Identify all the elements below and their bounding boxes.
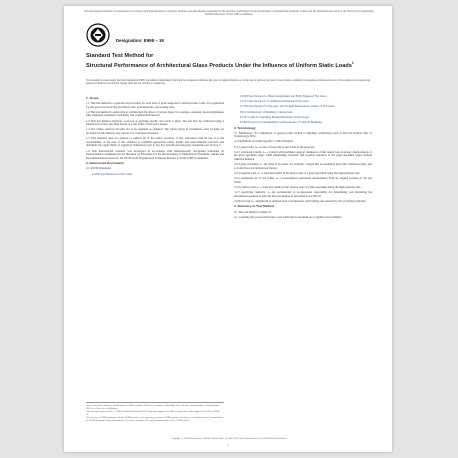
footnote-1: This test method is under the jurisdiction of ASTM Committee E06 on Performance of Buildings and is the direct responsibility of Subcommittee E06.51 on Glass Use in Buildings. <box>86 405 220 410</box>
referenced-document[interactable]: C1048 Specification for Heat-Strengthened and Fully Tempered Flat Glass <box>240 94 327 98</box>
standard-label: Standard Test Method for <box>86 53 154 59</box>
document-heading <box>86 53 376 70</box>
left-column <box>86 95 224 178</box>
referenced-document[interactable]: C1376 Specification for Pyrolytic and Vacuum Deposition Coatings on Flat Glass <box>240 104 335 109</box>
paragraph: 1.6 This international standard was developed in accordance with internationally recognized principles on standardization established in the Decision on Principles for the Development of International Standards, Guides and Recommendations issued by the World Trade Organization Technical Barriers to Trade (TBT) Committee. <box>86 148 224 160</box>
paragraph: 2.1 ASTM Standards: <box>86 166 112 171</box>
header-note: This international standard was developed in accordance with internationally recognized principles on standardization established in the Decision on Principles for the Development of International Standards, Guides and Recommendations issued by the World Trade Organization Technical Barriers to Trade (TBT) Committee. <box>84 10 374 17</box>
title-footnote-mark: 1 <box>351 61 354 65</box>
paragraph: 3.1 Definitions—For definitions of general terms related to building construction used in this test method refer to Terminology E631. <box>234 130 372 139</box>
paragraph: 1.2 This test method is applicable to architectural flat glass of various types: for example, annealed, heat-strengthened, fully tempered, laminated, insulating, and combinations thereof. <box>86 109 224 118</box>
paragraph: 3.2.2 air-placed system, n—a system with perimeter support designed to limit lateral (out-of-plane) displacements of the glass specimen edges while minimizing rotational and in-plane restraints of the glass specimen edges without adhesive material. <box>234 149 372 161</box>
paragraph: 3.2.8 test load, n—magnitude of uniform load, load duration, and loading rate selected by the specifying authority. <box>234 198 367 203</box>
paragraph: 1.1 This test method is a general test procedure for load tests of glass subjected to uniform static loads. It is applicable for test protocols involving specified loads, load durations, and loading rates. <box>86 101 224 109</box>
paragraph: 4.1 This test method consists of: <box>234 209 272 214</box>
paragraph: 3.2.5 permanent set of test frame, n—a load-induced permanent displacement from an original position of the test frame. <box>234 176 372 184</box>
astm-logo-icon <box>86 23 110 47</box>
document-page <box>64 6 392 452</box>
footnotes <box>86 402 224 422</box>
paragraph: 3.2.7 specifying authority, n—the professional or professionals responsible for determining and furnishing the information required to perform this test method as described in Section 10. <box>234 190 372 198</box>
page-number: 1 <box>227 444 229 447</box>
footnote-2: Current edition approved Dec. 1, 2019. Published December 2019. Originally approved in 1984. Last previous edition approved in 2012 as E998 – 12. <box>86 410 221 416</box>
paragraph: 1.4 The values stated in SI units are to be regarded as standard. The values given in parentheses after SI units are provided for information only and are not considered standard. <box>86 127 224 136</box>
paragraph: 1.5 This standard does not purport to address all of the safety concerns, if any, associated with its use. It is the responsibility of the user of this standard to establish appropriate safety, health, and environmental practices and determine the applicability of regulatory limitations prior to use. For specific precautionary statements see Section 7. <box>86 136 224 148</box>
referenced-document[interactable]: E1257 Guide for Installing Bonded Resistance Strain Gages <box>240 114 310 119</box>
referenced-document[interactable]: E1300 Practice for Determining Load Resistance of Glass in Buildings <box>240 119 322 124</box>
footnote-3: For referenced ASTM standards, visit the ASTM website, www.astm.org, or contact ASTM Customer Service at service@astm.org. For Annual Book of ASTM Standards volume information, refer to the standard's Document Summary page on the ASTM website. <box>86 416 224 422</box>
document-title: Structural Performance of Architectural Glass Products Under the Influence of Uniform Static Loads$^1$ <box>86 61 354 69</box>
referenced-document[interactable]: C1172 Specification for Laminated Architectural Flat Glass <box>240 99 309 104</box>
section-heading: 1. Scope <box>86 96 99 100</box>
paragraph: 4.1.1 Glazing the test specimen into a test frame that is mounted on or against a test chamber. <box>234 214 342 219</box>
issuance-note: This standard is issued under the fixed designation E998; the number immediately following the designation indicates the year of original adoption or, in the case of revision, the year of last revision. A number in parentheses indicates the year of last reapproval. A superscript epsilon (ε) indicates an editorial change since the last revision or reapproval. <box>86 79 371 86</box>
section-heading: 2. Referenced Documents <box>86 161 124 166</box>
paragraph: 1.3 This test method describes a process of applying specific test loads to glass. The test may be conducted using a standard test frame specified herein or a test frame of the user's design. <box>86 118 224 127</box>
paragraph: 3.2.6 positive load, n—a load that results in the outdoor side of a glass specimen being the high-pressure side. <box>234 184 362 189</box>
copyright-line: Copyright © ASTM International, 100 Barr Harbor Drive, PO Box C700, West Conshohocken, PA 19428-2959. United States <box>171 438 287 440</box>
section-heading: 3. Terminology <box>234 125 256 130</box>
designation: Designation: E998 – 19 <box>116 38 164 43</box>
section-heading: 4. Summary of Test Method <box>234 204 275 209</box>
referenced-document[interactable]: C1036 Specification for Flat Glass <box>92 171 133 176</box>
paragraph: 3.2 Definitions of Terms Specific to This Standard: <box>234 139 294 144</box>
referenced-document[interactable]: E631 Terminology of Building Constructions <box>240 109 293 114</box>
right-column <box>234 95 372 221</box>
paragraph: 3.2.3 glass specimen, n—the glass to be tested, for example, a single lite, an insulating glass unit, laminated glass, and so forth (does not include test frame). <box>234 162 372 170</box>
paragraph: 3.2.1 aspect ratio, n—a ratio of long side to short side of the glass lite. <box>234 144 316 149</box>
paragraph: 3.2.4 negative load, n—a load that results in the indoor side of a glass specimen being the high-pressure side. <box>234 170 361 175</box>
